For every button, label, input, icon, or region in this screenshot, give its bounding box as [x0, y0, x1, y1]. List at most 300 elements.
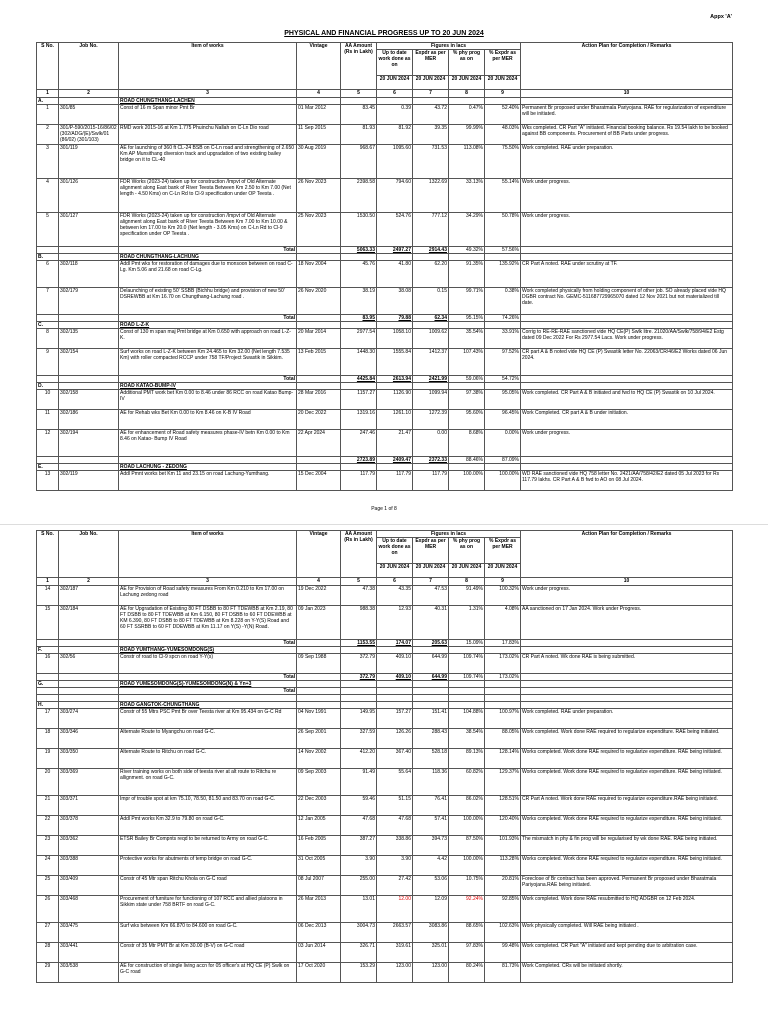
- total-phy-prog: 49.32%: [449, 247, 485, 254]
- empty-cell: [37, 315, 59, 322]
- header-item: Item of works: [119, 531, 297, 578]
- row-pct-expdr: 50.78%: [485, 213, 521, 247]
- empty-cell: [485, 464, 521, 471]
- section-title: ROAD KATAO-BUMP-IV: [119, 383, 297, 390]
- empty-cell: [37, 688, 59, 695]
- column-number: 9: [485, 90, 521, 98]
- row-job-no: 303/350: [59, 749, 119, 769]
- column-number: 8: [449, 90, 485, 98]
- section-row: [37, 702, 733, 709]
- row-remarks: CR Part A noted. Wk done RAE is being submitted.: [521, 654, 733, 674]
- row-vintage: 16 Feb 2005: [297, 836, 341, 856]
- row-job-no: 303/409: [59, 876, 119, 896]
- row-pct-expdr: 128.14%: [485, 749, 521, 769]
- row-item: Procurement of furniture for functioning of 107 RCC and allied platoons in Sikkim state under 758 BRTF on road G-C.: [119, 896, 297, 923]
- row-pct-expdr: 75.50%: [485, 145, 521, 179]
- row-job-no: 303/538: [59, 963, 119, 983]
- empty-cell: [521, 315, 733, 322]
- appendix-label: Appx 'A': [710, 14, 732, 20]
- total-work-done: 79.88: [377, 315, 413, 322]
- empty-cell: [521, 322, 733, 329]
- empty-cell: [521, 688, 733, 695]
- row-remarks: Work physically completed. Will RAE being initiated .: [521, 923, 733, 943]
- empty-cell: [59, 376, 119, 383]
- row-remarks: WD RAE sanctioned vide HQ 758 letter No. 2421/AA/758/42/E2 dated 05 Jul 2023 for Rs 117.79 lakhs. CR Part A & B fwd to AO on 08 Jul 2024.: [521, 471, 733, 491]
- total-expdr: 205.63: [413, 640, 449, 647]
- row-pct-expdr: 96.45%: [485, 410, 521, 430]
- row-aa-amount: 59.46: [341, 796, 377, 816]
- progress-table-1: [36, 42, 733, 491]
- empty-cell: [413, 254, 449, 261]
- header-phy-prog: % phy prog as on: [449, 538, 485, 564]
- empty-cell: [297, 254, 341, 261]
- empty-cell: [341, 383, 377, 390]
- empty-cell: [377, 647, 413, 654]
- column-number: 2: [59, 578, 119, 586]
- header-date: 20 JUN 2024: [449, 564, 485, 578]
- empty-cell: [37, 695, 59, 702]
- row-aa-amount: 1319.16: [341, 410, 377, 430]
- empty-cell: [449, 98, 485, 105]
- row-pct-expdr: 55.14%: [485, 179, 521, 213]
- table-row: [37, 963, 733, 983]
- row-sno: 3: [37, 145, 59, 179]
- row-expdr: 117.79: [413, 471, 449, 491]
- empty-cell: [521, 702, 733, 709]
- row-job-no: 302/187: [59, 586, 119, 606]
- total-label: Total: [119, 688, 297, 695]
- row-pct-expdr: 120.40%: [485, 816, 521, 836]
- section-title: ROAD CHUNGTHANG-LACHUNG: [119, 254, 297, 261]
- row-remarks: Work under progress.: [521, 430, 733, 457]
- row-vintage: 26 Nov 2020: [297, 288, 341, 315]
- row-phy-prog: 10.75%: [449, 876, 485, 896]
- row-work-done: 1058.10: [377, 329, 413, 349]
- row-sno: 10: [37, 390, 59, 410]
- total-row: [37, 640, 733, 647]
- row-pct-expdr: 128.51%: [485, 796, 521, 816]
- section-row: [37, 254, 733, 261]
- row-remarks: The mismatch in phy & fin prog will be regularised by wk done RAE. RAE being initiated.: [521, 836, 733, 856]
- row-remarks: Corrig to RE-RE-RAE sanctioned vide HQ CE(P) Swlk litre. 21020/AA/Swlk/758/94/E2 Estg dated 09 Dec 2022 For Rs 2977.54 Lacs. Work under progress.: [521, 329, 733, 349]
- column-number: 8: [449, 578, 485, 586]
- row-work-done: 157.27: [377, 709, 413, 729]
- row-vintage: 17 Oct 2020: [297, 963, 341, 983]
- row-work-done: 1555.84: [377, 349, 413, 376]
- row-vintage: 18 Nov 2004: [297, 261, 341, 288]
- row-phy-prog: 88.65%: [449, 923, 485, 943]
- table-row: [37, 654, 733, 674]
- empty-cell: [413, 647, 449, 654]
- row-pct-expdr: 88.05%: [485, 729, 521, 749]
- row-phy-prog: 91.49%: [449, 586, 485, 606]
- section-letter: D.: [37, 383, 59, 390]
- row-item: Impr of trouble spot at km 75.10, 78.50, 81.50 and 83.70 on road G-C.: [119, 796, 297, 816]
- row-vintage: 20 Mar 2014: [297, 329, 341, 349]
- header-job: Job No.: [59, 531, 119, 578]
- empty-cell: [521, 695, 733, 702]
- row-vintage: 12 Jan 2005: [297, 816, 341, 836]
- row-aa-amount: 387.27: [341, 836, 377, 856]
- total-work-done: 2497.27: [377, 247, 413, 254]
- row-item: Alternate Route to Myangchu on road G-C.: [119, 729, 297, 749]
- row-sno: 18: [37, 729, 59, 749]
- row-sno: 4: [37, 179, 59, 213]
- row-vintage: 28 Mar 2016: [297, 390, 341, 410]
- header-job: Job No.: [59, 43, 119, 90]
- row-item: Constr of 55 Mtrs PSC Pmt Br over Teesta river at Km 95.434 on G-C Rd: [119, 709, 297, 729]
- row-sno: 29: [37, 963, 59, 983]
- table-row: [37, 125, 733, 145]
- row-phy-prog: 34.29%: [449, 213, 485, 247]
- empty-cell: [449, 647, 485, 654]
- table-row: [37, 896, 733, 923]
- column-number: 9: [485, 578, 521, 586]
- empty-cell: [59, 247, 119, 254]
- row-work-done: 319.61: [377, 943, 413, 963]
- row-phy-prog: 100.00%: [449, 471, 485, 491]
- row-phy-prog: 8.68%: [449, 430, 485, 457]
- column-number: 4: [297, 578, 341, 586]
- header-row: [37, 43, 733, 50]
- row-pct-expdr: 95.05%: [485, 390, 521, 410]
- section-letter: F.: [37, 647, 59, 654]
- row-sno: 27: [37, 923, 59, 943]
- section-title: ROAD CHUNGTHANG-LACHEN: [119, 98, 297, 105]
- row-remarks: CR Part A noted. Work done RAE required to regularize expenditure.RAE being initiated.: [521, 796, 733, 816]
- row-phy-prog: 99.99%: [449, 125, 485, 145]
- row-vintage: 31 Oct 2005: [297, 856, 341, 876]
- row-pct-expdr: 100.32%: [485, 586, 521, 606]
- row-expdr: 644.99: [413, 654, 449, 674]
- row-remarks: Works completed. Work done RAE required to regularize expenditure. RAE being initiated.: [521, 856, 733, 876]
- total-phy-prog: 95.15%: [449, 315, 485, 322]
- empty-cell: [413, 681, 449, 688]
- row-remarks: Works completed. Work done RAE required to regularize expenditure. RAE being initiated.: [521, 769, 733, 796]
- column-number: 3: [119, 578, 297, 586]
- row-aa-amount: 412.20: [341, 749, 377, 769]
- row-phy-prog: 95.60%: [449, 410, 485, 430]
- empty-cell: [297, 322, 341, 329]
- total-aa: 83.95: [341, 315, 377, 322]
- total-pct-expdr: 54.72%: [485, 376, 521, 383]
- table-row: [37, 329, 733, 349]
- row-item: Additional PMT work bet Km 0.00 to 8.46 under 86 RCC on road Katao Bump-IV: [119, 390, 297, 410]
- total-label: Total: [119, 376, 297, 383]
- header-figures: Figures in lacs: [377, 531, 521, 538]
- row-item: Addl Pmt works Km 32.9 to 79.80 on road G-C.: [119, 816, 297, 836]
- empty-cell: [521, 681, 733, 688]
- column-number: 6: [377, 90, 413, 98]
- table-row: [37, 471, 733, 491]
- row-sno: 16: [37, 654, 59, 674]
- row-remarks: Work completed. Work done RAE required to regularize expenditure. RAE being initiated.: [521, 729, 733, 749]
- empty-cell: [119, 695, 297, 702]
- header-expdr: Expdr as per MER: [413, 538, 449, 564]
- empty-cell: [297, 688, 341, 695]
- row-vintage: 09 Sep 1988: [297, 654, 341, 674]
- section-title: ROAD YUMTHANG-YUMESOMDONG(S): [119, 647, 297, 654]
- row-phy-prog: 100.00%: [449, 856, 485, 876]
- row-item: Addl Pmt wks for restoration of damages due to monsoon between on road C-Lg. Km 5.06 and 21.68 on road C-Lg.: [119, 261, 297, 288]
- row-work-done: 21.47: [377, 430, 413, 457]
- section-row: [37, 98, 733, 105]
- row-work-done: 0.39: [377, 105, 413, 125]
- empty-cell: [377, 383, 413, 390]
- row-job-no: 302/186: [59, 410, 119, 430]
- table-row: [37, 145, 733, 179]
- empty-cell: [37, 247, 59, 254]
- section-letter: C.: [37, 322, 59, 329]
- row-job-no: 303/371: [59, 796, 119, 816]
- row-work-done: 2663.57: [377, 923, 413, 943]
- row-pct-expdr: 0.38%: [485, 288, 521, 315]
- total-work-done: [377, 688, 413, 695]
- header-action: Action Plan for Completion / Remarks: [521, 43, 733, 90]
- row-expdr: 76.41: [413, 796, 449, 816]
- empty-cell: [485, 702, 521, 709]
- row-phy-prog: 91.35%: [449, 261, 485, 288]
- header-date: 20 JUN 2024: [377, 76, 413, 90]
- row-vintage: 26 Mar 2013: [297, 896, 341, 923]
- row-aa-amount: 326.71: [341, 943, 377, 963]
- row-pct-expdr: 100.00%: [485, 471, 521, 491]
- row-aa-amount: 47.68: [341, 816, 377, 836]
- empty-cell: [341, 695, 377, 702]
- row-work-done: 12.93: [377, 606, 413, 640]
- header-action: Action Plan for Completion / Remarks: [521, 531, 733, 578]
- empty-cell: [59, 647, 119, 654]
- row-expdr: 0.00: [413, 430, 449, 457]
- row-item: AE for enhancement of Road safety measures phase-IV betn Km 0.00 to Km 8.46 on Katao- Bump IV Road: [119, 430, 297, 457]
- empty-cell: [59, 702, 119, 709]
- total-label: Total: [119, 640, 297, 647]
- row-item: Surf works on road L-Z-K between Km 24.465 to Km 32.00 (Net length 7.535 Km) with roller compacted RCCP under 758 TF/Project Swastik in Sikkim.: [119, 349, 297, 376]
- row-job-no: 301/119: [59, 145, 119, 179]
- total-phy-prog: 109.74%: [449, 674, 485, 681]
- row-work-done: 524.76: [377, 213, 413, 247]
- empty-cell: [485, 322, 521, 329]
- row-remarks: Works completed. Work done RAE required to regularize expenditure. RAE being initiated.: [521, 749, 733, 769]
- row-item: FDR Works (2023-24) taken up for construction /Impvt of Old Alternate alignment along East bank of River Teesta Between Km 7.00 to Km 10.00 & between km 17.00 to Km 20.0 (Net length - 3.05 Kms) on C-Ln Rd to Cl-9 specification under OP Teesta .: [119, 213, 297, 247]
- row-aa-amount: 45.76: [341, 261, 377, 288]
- total-pct-expdr: 57.56%: [485, 247, 521, 254]
- total-label: [119, 457, 297, 464]
- empty-cell: [37, 640, 59, 647]
- row-phy-prog: 113.08%: [449, 145, 485, 179]
- empty-cell: [341, 647, 377, 654]
- row-pct-expdr: 33.91%: [485, 329, 521, 349]
- header-date: 20 JUN 2024: [413, 564, 449, 578]
- row-sno: 8: [37, 329, 59, 349]
- row-phy-prog: 60.82%: [449, 769, 485, 796]
- empty-cell: [449, 464, 485, 471]
- row-remarks: Work completed. Work done RAE resubmitted to HQ ADGBR on 12 Feb 2024.: [521, 896, 733, 923]
- total-expdr: 2914.43: [413, 247, 449, 254]
- empty-cell: [59, 695, 119, 702]
- page-divider: [0, 524, 768, 525]
- row-vintage: 19 Dec 2022: [297, 586, 341, 606]
- row-pct-expdr: 173.02%: [485, 654, 521, 674]
- row-job-no: 302/119: [59, 471, 119, 491]
- header-pct-expdr: % Expdr as per MER: [485, 538, 521, 564]
- empty-cell: [377, 254, 413, 261]
- table-row: [37, 586, 733, 606]
- total-expdr: 644.99: [413, 674, 449, 681]
- row-expdr: 0.15: [413, 288, 449, 315]
- row-sno: 2: [37, 125, 59, 145]
- empty-cell: [341, 98, 377, 105]
- row-work-done: 338.86: [377, 836, 413, 856]
- row-expdr: 1412.37: [413, 349, 449, 376]
- header-sno: S No.: [37, 43, 59, 90]
- row-expdr: 1099.94: [413, 390, 449, 410]
- row-sno: 19: [37, 749, 59, 769]
- table-row: [37, 796, 733, 816]
- row-phy-prog: 89.13%: [449, 749, 485, 769]
- blank-row: [37, 695, 733, 702]
- empty-cell: [297, 647, 341, 654]
- header-date: 20 JUN 2024: [377, 564, 413, 578]
- row-expdr: 40.31: [413, 606, 449, 640]
- table-row: [37, 943, 733, 963]
- row-aa-amount: 149.95: [341, 709, 377, 729]
- row-pct-expdr: 101.93%: [485, 836, 521, 856]
- row-vintage: 03 Jun 2014: [297, 943, 341, 963]
- column-number: 5: [341, 90, 377, 98]
- header-aa-amount: AA Amount (Rs in Lakh): [341, 531, 377, 578]
- row-item: Constr of road to Cl-9 spcn on road Y-Y(s): [119, 654, 297, 674]
- row-job-no: 302/154: [59, 349, 119, 376]
- row-vintage: 13 Feb 2015: [297, 349, 341, 376]
- row-work-done: 117.79: [377, 471, 413, 491]
- table-row: [37, 390, 733, 410]
- table-row: [37, 769, 733, 796]
- row-sno: 22: [37, 816, 59, 836]
- row-phy-prog: 109.74%: [449, 654, 485, 674]
- row-work-done: 81.92: [377, 125, 413, 145]
- row-job-no: 301/P-590/2015-16/86/02 (302/ADG/(E)/Swlk/01 (86/02) (301/103): [60, 125, 117, 143]
- row-job-no: 303/346: [59, 729, 119, 749]
- row-sno: 20: [37, 769, 59, 796]
- row-vintage: 22 Apr 2024: [297, 430, 341, 457]
- total-row: [37, 247, 733, 254]
- empty-cell: [449, 383, 485, 390]
- column-number: 5: [341, 578, 377, 586]
- row-remarks: Work under progress.: [521, 586, 733, 606]
- empty-cell: [449, 322, 485, 329]
- row-pct-expdr: 113.28%: [485, 856, 521, 876]
- row-item: Surf wks between Km 66.870 to 84.600 on road G-C.: [119, 923, 297, 943]
- section-letter: E.: [37, 464, 59, 471]
- header-item: Item of works: [119, 43, 297, 90]
- row-item: RMD work 2015-16 at Km 1.775 Phuinchu Nallah on C-Ln Dio road: [119, 125, 297, 145]
- column-number-row: [37, 578, 733, 586]
- section-title: ROAD GANGTOK-CHUNGTHANG: [119, 702, 297, 709]
- row-job-no: 302/158: [59, 390, 119, 410]
- row-aa-amount: 3.90: [341, 856, 377, 876]
- row-sno: 14: [37, 586, 59, 606]
- header-upto: Up to date work done as on: [377, 538, 413, 564]
- column-number: 10: [521, 578, 733, 586]
- row-expdr: 325.01: [413, 943, 449, 963]
- row-sno: 11: [37, 410, 59, 430]
- empty-cell: [521, 640, 733, 647]
- page-title: PHYSICAL AND FINANCIAL PROGRESS UP TO 20 JUN 2024: [284, 30, 484, 37]
- section-letter: G.: [37, 681, 59, 688]
- empty-cell: [37, 376, 59, 383]
- empty-cell: [449, 254, 485, 261]
- table-row: [37, 709, 733, 729]
- empty-cell: [59, 464, 119, 471]
- row-job-no: 302/184: [59, 606, 119, 640]
- row-item: FDR Works (2023-24) taken up for construction /Impvt of Old Alternate alignment along East bank of River Teesta Between Km 2.50 to Km 7.00 (Net length - 4.50 Kms) on C-Ln Rd to Cl-9 specification under OP Teesta .: [119, 179, 297, 213]
- empty-cell: [59, 688, 119, 695]
- empty-cell: [341, 681, 377, 688]
- empty-cell: [59, 640, 119, 647]
- row-sno: 6: [37, 261, 59, 288]
- row-remarks: Wks completed. CR Part "A" initiated. Financial booking balance. Rs 19.54 lakh to be booked against BB components. Procurement of BB Parts under progress.: [521, 125, 733, 145]
- row-expdr: 4.42: [413, 856, 449, 876]
- row-pct-expdr: 100.97%: [485, 709, 521, 729]
- empty-cell: [59, 254, 119, 261]
- row-vintage: 14 Nov 2002: [297, 749, 341, 769]
- total-pct-expdr: 87.09%: [485, 457, 521, 464]
- empty-cell: [521, 254, 733, 261]
- row-work-done: 409.10: [377, 654, 413, 674]
- row-item: AE for Provision of Road safety measures From Km 0.210 to Km 17.00 on Lachung zedong road: [119, 586, 297, 606]
- table-row: [37, 105, 733, 125]
- table-row: [37, 876, 733, 896]
- row-aa-amount: 2977.54: [341, 329, 377, 349]
- row-expdr: 288.43: [413, 729, 449, 749]
- row-expdr: 39.35: [413, 125, 449, 145]
- empty-cell: [413, 695, 449, 702]
- total-aa: 5063.33: [341, 247, 377, 254]
- row-sno: 1: [37, 105, 59, 125]
- page-footer: Page 1 of 8: [371, 506, 397, 512]
- table-row: [37, 749, 733, 769]
- row-job-no: 303/475: [59, 923, 119, 943]
- row-item: River training works on both side of teesta river at alt route to Ritchu re allignment. on road G-C.: [119, 769, 297, 796]
- empty-cell: [485, 647, 521, 654]
- header-vintage: Vintage: [297, 43, 341, 90]
- row-remarks: Work completed. RAE under preparation.: [521, 145, 733, 179]
- row-expdr: 62.20: [413, 261, 449, 288]
- header-row: [37, 531, 733, 538]
- row-aa-amount: 247.46: [341, 430, 377, 457]
- row-phy-prog: 0.47%: [449, 105, 485, 125]
- row-aa-amount: 81.93: [341, 125, 377, 145]
- row-remarks: Work Completed. CRs will be initiated shortly.: [521, 963, 733, 983]
- empty-cell: [377, 681, 413, 688]
- section-row: [37, 464, 733, 471]
- row-expdr: 1009.62: [413, 329, 449, 349]
- row-item: Const of 16 m Span minor Pmt Br: [119, 105, 297, 125]
- row-aa-amount: 968.67: [341, 145, 377, 179]
- row-remarks: Work Completed. CR part A & B under initiation.: [521, 410, 733, 430]
- total-row: [37, 376, 733, 383]
- empty-cell: [377, 98, 413, 105]
- row-remarks: Permanent Br proposed under Bharatmala Pariyojana. RAE for regularization of expenditure will be initiated.: [521, 105, 733, 125]
- row-expdr: 118.36: [413, 769, 449, 796]
- empty-cell: [413, 702, 449, 709]
- empty-cell: [521, 457, 733, 464]
- row-aa-amount: 1530.50: [341, 213, 377, 247]
- section-letter: A.: [37, 98, 59, 105]
- row-phy-prog: 99.71%: [449, 288, 485, 315]
- empty-cell: [59, 674, 119, 681]
